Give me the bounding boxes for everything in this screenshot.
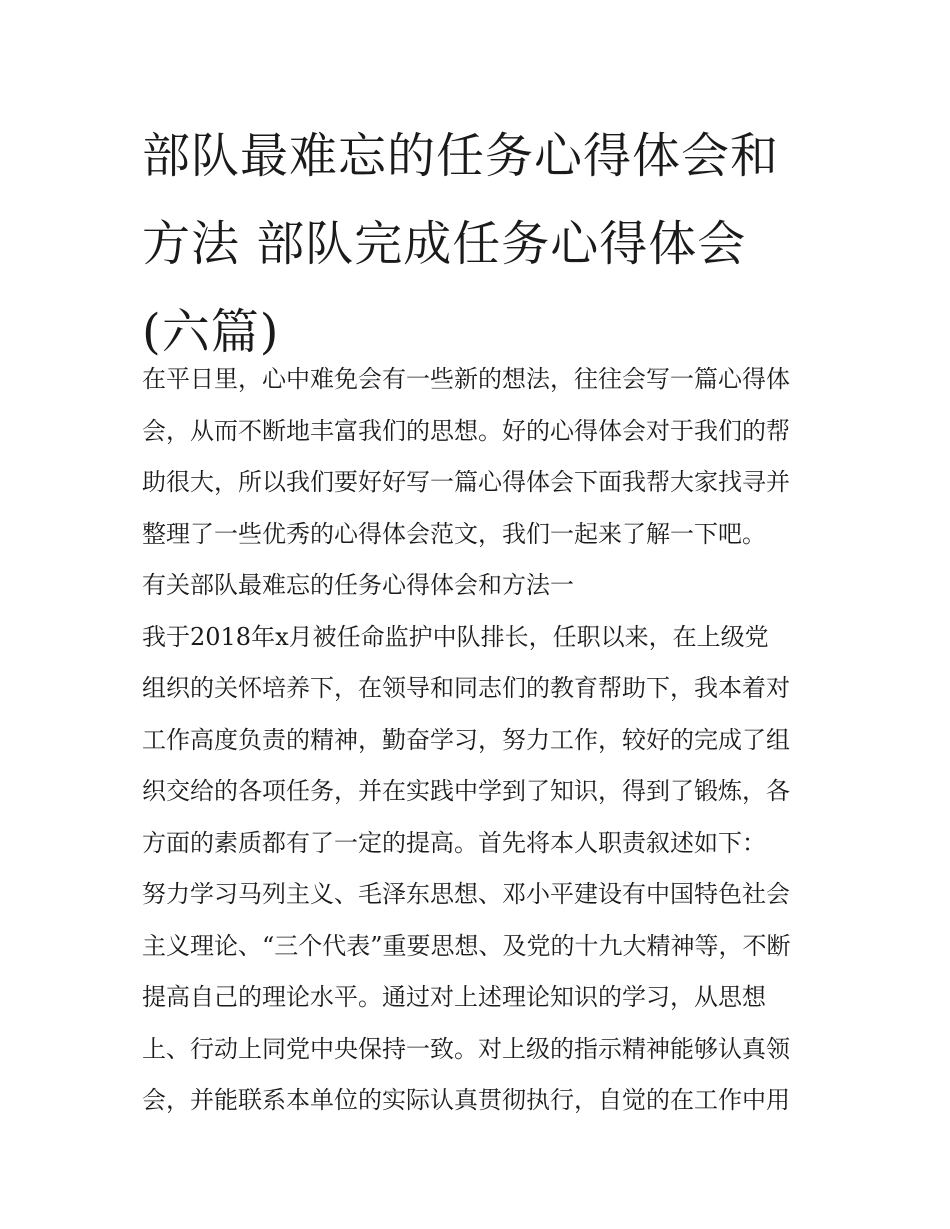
paragraph-line-5: 方面的素质都有了一定的提高。首先将本人职责叙述如下： [142,828,766,857]
document-title [142,112,822,376]
paragraph-line-3: 工作高度负责的精神，勤奋学习，努力工作，较好的完成了组 [142,725,790,754]
paragraph-line-10: 会，并能联系本单位的实际认真贯彻执行，自觉的在工作中用 [142,1086,790,1114]
title-line-2: 方法 部队完成任务心得体会 [142,216,747,272]
document-body [142,354,842,1127]
paragraph-line-9: 上、行动上同党中央保持一致。对上级的指示精神能够认真领 [142,1034,790,1063]
paragraph-line-7: 主义理论、“三个代表”重要思想、及党的十九大精神等，不断 [142,931,791,960]
paragraph-line-6: 努力学习马列主义、毛泽东思想、邓小平建设有中国特色社会 [142,880,790,908]
section-heading: 有关部队最难忘的任务心得体会和方法一 [142,571,574,599]
intro-line-3: 助很大，所以我们要好好写一篇心得体会下面我帮大家找寻并 [142,468,790,496]
paragraph-line-1: 我于2018年x月被任命监护中队排长，任职以来，在上级党 [142,622,769,651]
intro-line-2: 会，从而不断地丰富我们的思想。好的心得体会对于我们的帮 [142,416,790,445]
intro-line-1: 在平日里，心中难免会有一些新的想法，往往会写一篇心得体 [142,365,790,393]
paragraph-line-8: 提高自己的理论水平。通过对上述理论知识的学习，从思想 [142,983,766,1011]
paragraph-line-4: 织交给的各项任务，并在实践中学到了知识，得到了锻炼，各 [142,777,790,805]
paragraph-line-2: 组织的关怀培养下，在领导和同志们的教育帮助下，我本着对 [142,674,790,702]
title-line-3: (六篇) [142,304,280,360]
title-line-1: 部队最难忘的任务心得体会和 [142,128,780,184]
intro-line-4: 整理了一些优秀的心得体会范文，我们一起来了解一下吧。 [142,519,766,548]
